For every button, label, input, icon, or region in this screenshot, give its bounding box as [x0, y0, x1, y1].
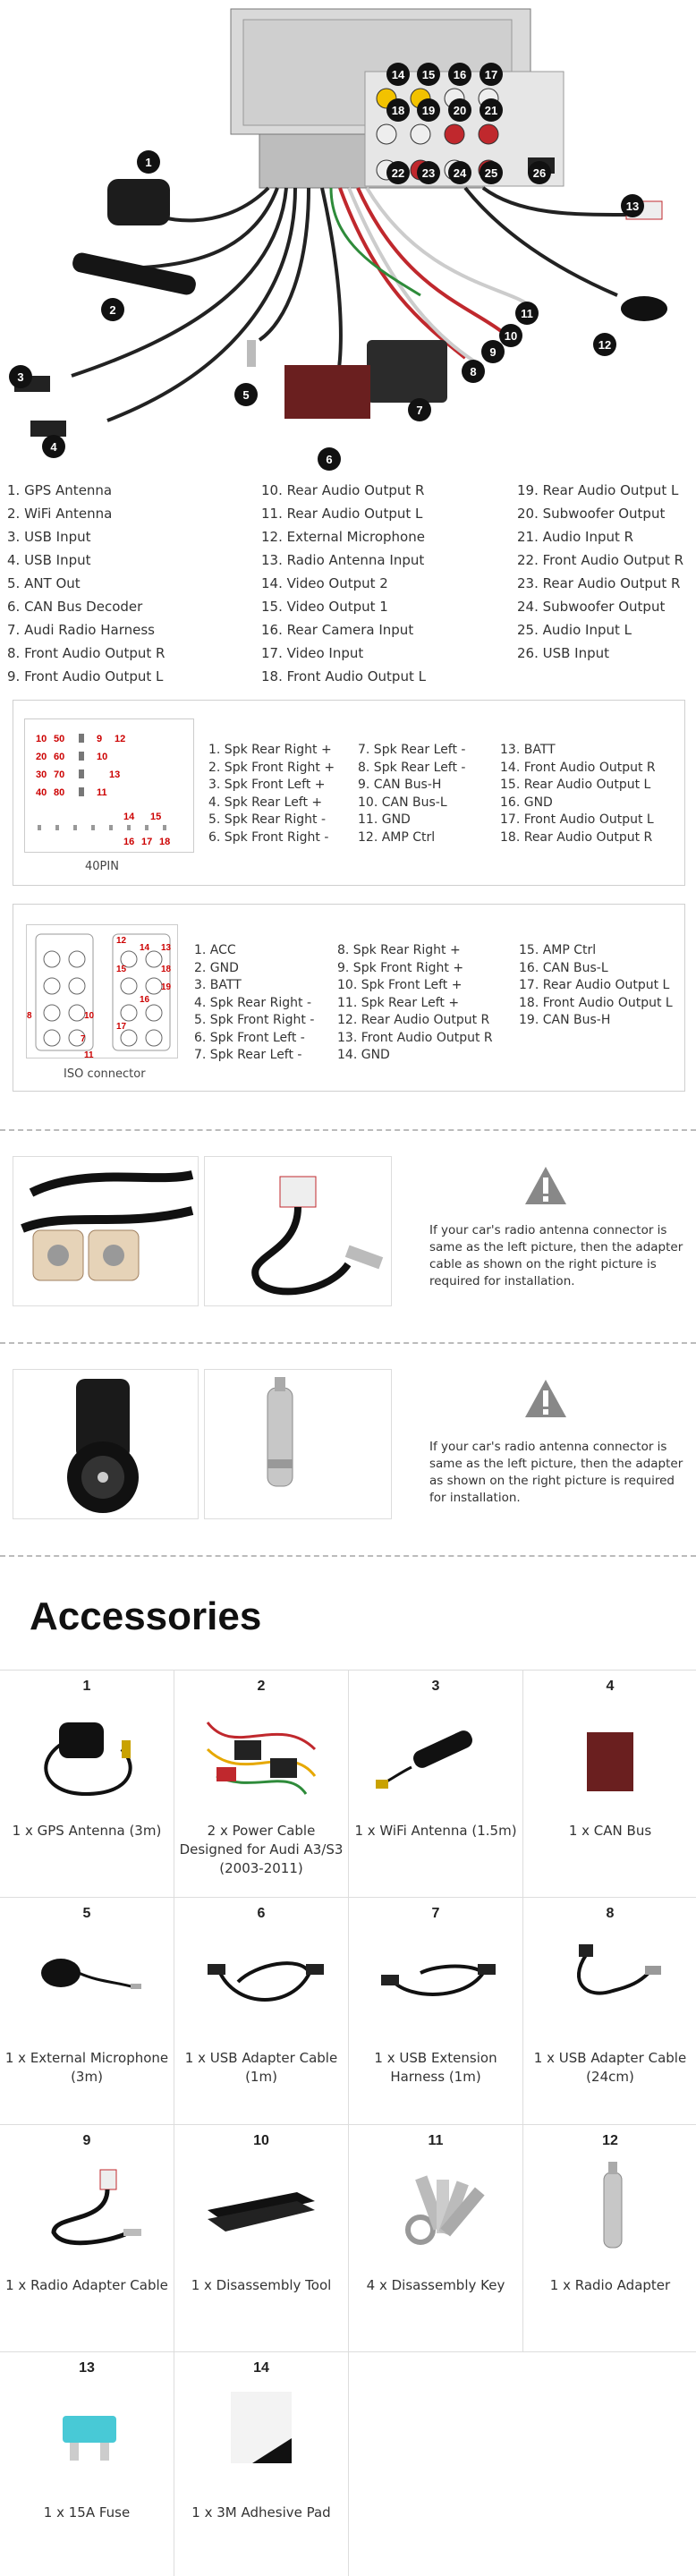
- legend-item: 11. Rear Audio Output L: [261, 506, 423, 522]
- legend-item: 2. WiFi Antenna: [7, 506, 113, 522]
- pin-item: 15. Rear Audio Output L: [500, 778, 651, 792]
- legend-item: 20. Subwoofer Output: [517, 506, 666, 522]
- legend-column-2: [261, 479, 426, 688]
- chip-20: 20: [36, 752, 47, 762]
- callout-20: 20: [448, 98, 471, 122]
- callout-14: 14: [386, 63, 410, 86]
- legend-column-1: [7, 479, 165, 688]
- disassembly-tool-icon: [199, 2165, 324, 2246]
- fakra-connector-photo: [13, 1156, 199, 1306]
- chip-50: 50: [54, 734, 65, 744]
- iso-pin-16: 16: [140, 995, 150, 1005]
- iso-pin-14: 14: [140, 943, 150, 953]
- pin-item: 4. Spk Rear Right -: [194, 995, 312, 1010]
- callout-7: 7: [408, 398, 431, 421]
- iso-pin-10: 10: [84, 1011, 95, 1021]
- iso-caption: ISO connector: [64, 1067, 146, 1081]
- iso-pin-15: 15: [116, 965, 127, 974]
- legend-item: 1. GPS Antenna: [7, 482, 113, 498]
- legend-item: 19. Rear Audio Output L: [517, 482, 679, 498]
- pin40-panel: [13, 700, 685, 886]
- pin-item: 3. Spk Front Left +: [208, 778, 326, 792]
- pin-item: 17. Front Audio Output L: [500, 812, 654, 827]
- iso-connector-image: [26, 924, 178, 1058]
- callout-8: 8: [462, 360, 485, 383]
- disassembly-key-icon: [385, 2158, 492, 2257]
- callout-15: 15: [417, 63, 440, 86]
- legend-item: 13. Radio Antenna Input: [261, 552, 425, 568]
- pin-item: 18. Rear Audio Output R: [500, 829, 653, 845]
- can-bus-icon: [583, 1727, 637, 1798]
- radio-adapter-icon: [595, 2158, 631, 2257]
- legend-item: 6. CAN Bus Decoder: [7, 599, 143, 615]
- legend-item: 25. Audio Input L: [517, 622, 632, 638]
- wifi-antenna-icon: [376, 1705, 492, 1803]
- accessory-number: 12: [602, 2133, 618, 2148]
- adapter-note: If your car's radio antenna connector is same as the left picture, then the adapter as shown on the right picture is required for installation.: [429, 1440, 683, 1505]
- legend-item: 14. Video Output 2: [261, 575, 388, 591]
- radio-adapter-cable-icon: [36, 2161, 143, 2250]
- pin-item: 10. CAN Bus-L: [358, 795, 447, 810]
- chip-70: 70: [54, 769, 65, 780]
- accessory-label: 1 x 3M Adhesive Pad: [191, 2504, 331, 2521]
- pin-item: 14. GND: [337, 1048, 390, 1062]
- iso-column-2: [337, 942, 493, 1065]
- usb-short-cable-icon: [559, 1937, 666, 2018]
- callout-10: 10: [499, 324, 522, 347]
- pin-item: 12. AMP Ctrl: [358, 829, 436, 845]
- connection-diagram: [0, 0, 696, 474]
- iso-pin-13: 13: [161, 943, 172, 953]
- pin-item: 2. Spk Front Right +: [208, 760, 335, 775]
- pin-item: 9. CAN Bus-H: [358, 778, 442, 792]
- pin-item: 2. GND: [194, 960, 239, 975]
- accessory-number: 14: [253, 2360, 269, 2376]
- callout-5: 5: [234, 383, 258, 406]
- accessory-label: 1 x USB Adapter Cable (24cm): [533, 2050, 687, 2085]
- pin-item: 5. Spk Rear Right -: [208, 812, 327, 827]
- pin-item: 5. Spk Front Right -: [194, 1013, 315, 1027]
- pin-item: 18. Front Audio Output L: [519, 995, 673, 1010]
- pin40-column-2: [358, 742, 465, 846]
- accessories-title: Accessories: [30, 1594, 262, 1638]
- accessory-number: 7: [431, 1906, 440, 1921]
- grid-line: [348, 1670, 349, 2576]
- chip-60: 60: [54, 752, 65, 762]
- power-cable-icon: [199, 1705, 324, 1803]
- callout-17: 17: [480, 63, 503, 86]
- callout-18: 18: [386, 98, 410, 122]
- iso-pin-7: 7: [81, 1034, 86, 1044]
- callout-4: 4: [42, 435, 65, 458]
- accessory-number: 3: [431, 1679, 440, 1694]
- callout-24: 24: [448, 161, 471, 184]
- pin-item: 1. Spk Rear Right +: [208, 743, 332, 757]
- pin-item: 6. Spk Front Left -: [194, 1030, 305, 1045]
- accessory-number: 10: [253, 2133, 269, 2148]
- legend-item: 3. USB Input: [7, 529, 91, 545]
- pin40-column-3: [500, 742, 656, 846]
- pin-item: 9. Spk Front Right +: [337, 960, 464, 975]
- pin40-column-1: [208, 742, 335, 846]
- warning-icon: [523, 1165, 568, 1206]
- microphone-icon: [36, 1937, 143, 2018]
- legend-item: 21. Audio Input R: [517, 529, 634, 545]
- iso-panel: [13, 904, 685, 1092]
- fuse-icon: [54, 2398, 125, 2470]
- callout-16: 16: [448, 63, 471, 86]
- accessory-number: 11: [428, 2133, 444, 2148]
- pin-item: 16. CAN Bus-L: [519, 960, 608, 975]
- pin-item: 11. GND: [358, 812, 411, 827]
- pin-item: 10. Spk Front Left +: [337, 978, 463, 992]
- chip-14: 14: [123, 812, 135, 822]
- legend-item: 4. USB Input: [7, 552, 91, 568]
- din-socket-photo: [13, 1369, 199, 1519]
- chip-15: 15: [150, 812, 162, 822]
- chip-17: 17: [141, 837, 153, 847]
- pin-item: 11. Spk Rear Left +: [337, 995, 460, 1010]
- chip-10: 10: [36, 734, 47, 744]
- accessory-number: 9: [82, 2133, 91, 2148]
- pin-item: 1. ACC: [194, 943, 236, 957]
- legend-item: 7. Audi Radio Harness: [7, 622, 155, 638]
- radio-adapter-cable-photo: [204, 1156, 392, 1306]
- pin-item: 13. Front Audio Output R: [337, 1030, 493, 1045]
- accessory-label: 1 x External Microphone (3m): [4, 2050, 169, 2085]
- iso-column-3: [519, 942, 673, 1030]
- accessory-label: 1 x WiFi Antenna (1.5m): [354, 1823, 517, 1839]
- callout-12: 12: [593, 333, 616, 356]
- callout-11: 11: [515, 302, 539, 325]
- pin40-connector-image: [24, 718, 194, 853]
- iso-pin-17: 17: [116, 1022, 127, 1032]
- pin-item: 7. Spk Rear Left -: [194, 1048, 302, 1062]
- legend-item: 5. ANT Out: [7, 575, 81, 591]
- legend-item: 9. Front Audio Output L: [7, 668, 164, 684]
- accessory-number: 13: [79, 2360, 95, 2376]
- callout-2: 2: [101, 298, 124, 321]
- pin-item: 8. Spk Rear Left -: [358, 760, 466, 775]
- warning-icon: [523, 1378, 568, 1419]
- accessory-number: 8: [606, 1906, 615, 1921]
- pin-item: 12. Rear Audio Output R: [337, 1013, 490, 1027]
- grid-line: [522, 1670, 523, 2351]
- callout-25: 25: [480, 161, 503, 184]
- chip-80: 80: [54, 787, 65, 798]
- callout-21: 21: [480, 98, 503, 122]
- adapter-cable-note: If your car's radio antenna connector is same as the left picture, then the adapter cable as shown on the right picture is required for installation.: [429, 1223, 683, 1288]
- pin-item: 13. BATT: [500, 743, 556, 757]
- iso-pin-18: 18: [161, 965, 172, 974]
- callout-1: 1: [137, 150, 160, 174]
- legend-item: 17. Video Input: [261, 645, 364, 661]
- pin-item: 6. Spk Front Right -: [208, 829, 329, 845]
- divider: [0, 1555, 696, 1557]
- legend-item: 8. Front Audio Output R: [7, 645, 166, 661]
- callout-3: 3: [9, 365, 32, 388]
- accessory-number: 4: [606, 1679, 615, 1694]
- usb-extension-icon: [376, 1937, 501, 2018]
- accessory-label: 1 x 15A Fuse: [43, 2504, 131, 2521]
- legend-item: 24. Subwoofer Output: [517, 599, 666, 615]
- radio-adapter-photo: [204, 1369, 392, 1519]
- pin-item: 19. CAN Bus-H: [519, 1013, 611, 1027]
- divider: [0, 1342, 696, 1344]
- callout-6: 6: [318, 447, 341, 471]
- accessory-label: 4 x Disassembly Key: [366, 2277, 505, 2293]
- pin-item: 4. Spk Rear Left +: [208, 795, 323, 810]
- accessory-number: 2: [257, 1679, 266, 1694]
- legend-item: 16. Rear Camera Input: [261, 622, 414, 638]
- accessory-label: 1 x USB Adapter Cable (1m): [184, 2050, 338, 2085]
- chip-13: 13: [109, 769, 121, 780]
- iso-pin-8: 8: [27, 1011, 32, 1021]
- iso-column-1: [194, 942, 314, 1065]
- legend-item: 23. Rear Audio Output R: [517, 575, 681, 591]
- legend-item: 22. Front Audio Output R: [517, 552, 684, 568]
- pin-item: 7. Spk Rear Left -: [358, 743, 466, 757]
- accessory-label: 1 x GPS Antenna (3m): [12, 1823, 162, 1839]
- callout-19: 19: [417, 98, 440, 122]
- accessory-label: 1 x CAN Bus: [568, 1823, 652, 1839]
- accessory-label: 1 x Radio Adapter: [549, 2277, 671, 2293]
- chip-40: 40: [36, 787, 47, 798]
- legend-item: 15. Video Output 1: [261, 599, 388, 615]
- chip-16: 16: [123, 837, 135, 847]
- accessory-label: 1 x USB Extension Harness (1m): [374, 2050, 497, 2085]
- callout-22: 22: [386, 161, 410, 184]
- accessory-label: 1 x Disassembly Tool: [191, 2277, 332, 2293]
- callout-23: 23: [417, 161, 440, 184]
- legend-item: 12. External Microphone: [261, 529, 425, 545]
- pin-item: 3. BATT: [194, 978, 242, 992]
- iso-pin-11: 11: [84, 1050, 94, 1059]
- accessory-label: 2 x Power Cable Designed for Audi A3/S3 (2003-2011): [179, 1823, 344, 1876]
- adhesive-pad-icon: [225, 2385, 297, 2474]
- chip-30: 30: [36, 769, 47, 780]
- usb-cable-icon: [202, 1937, 327, 2018]
- chip-12: 12: [115, 734, 126, 744]
- pin-item: 15. AMP Ctrl: [519, 943, 597, 957]
- legend-item: 10. Rear Audio Output R: [261, 482, 425, 498]
- callout-9: 9: [481, 340, 505, 363]
- callout-26: 26: [528, 161, 551, 184]
- divider: [0, 1129, 696, 1131]
- head-unit-illustration: [0, 0, 696, 474]
- pin-item: 14. Front Audio Output R: [500, 760, 656, 775]
- chip-10b: 10: [97, 752, 108, 762]
- pin-item: 17. Rear Audio Output L: [519, 978, 670, 992]
- pin-item: 16. GND: [500, 795, 553, 810]
- accessory-number: 5: [82, 1906, 91, 1921]
- legend-column-3: [517, 479, 683, 665]
- accessory-number: 1: [82, 1679, 91, 1694]
- pin40-caption: 40PIN: [85, 860, 119, 873]
- accessory-label: 1 x Radio Adapter Cable: [5, 2277, 168, 2293]
- callout-13: 13: [621, 194, 644, 217]
- legend-item: 26. USB Input: [517, 645, 610, 661]
- chip-18: 18: [159, 837, 171, 847]
- chip-11: 11: [97, 787, 107, 798]
- iso-pin-19: 19: [161, 982, 172, 992]
- pin-item: 8. Spk Rear Right +: [337, 943, 461, 957]
- iso-pin-12: 12: [116, 936, 127, 946]
- chip-9: 9: [97, 734, 103, 744]
- gps-antenna-icon: [32, 1705, 145, 1803]
- accessory-number: 6: [257, 1906, 266, 1921]
- legend-item: 18. Front Audio Output L: [261, 668, 426, 684]
